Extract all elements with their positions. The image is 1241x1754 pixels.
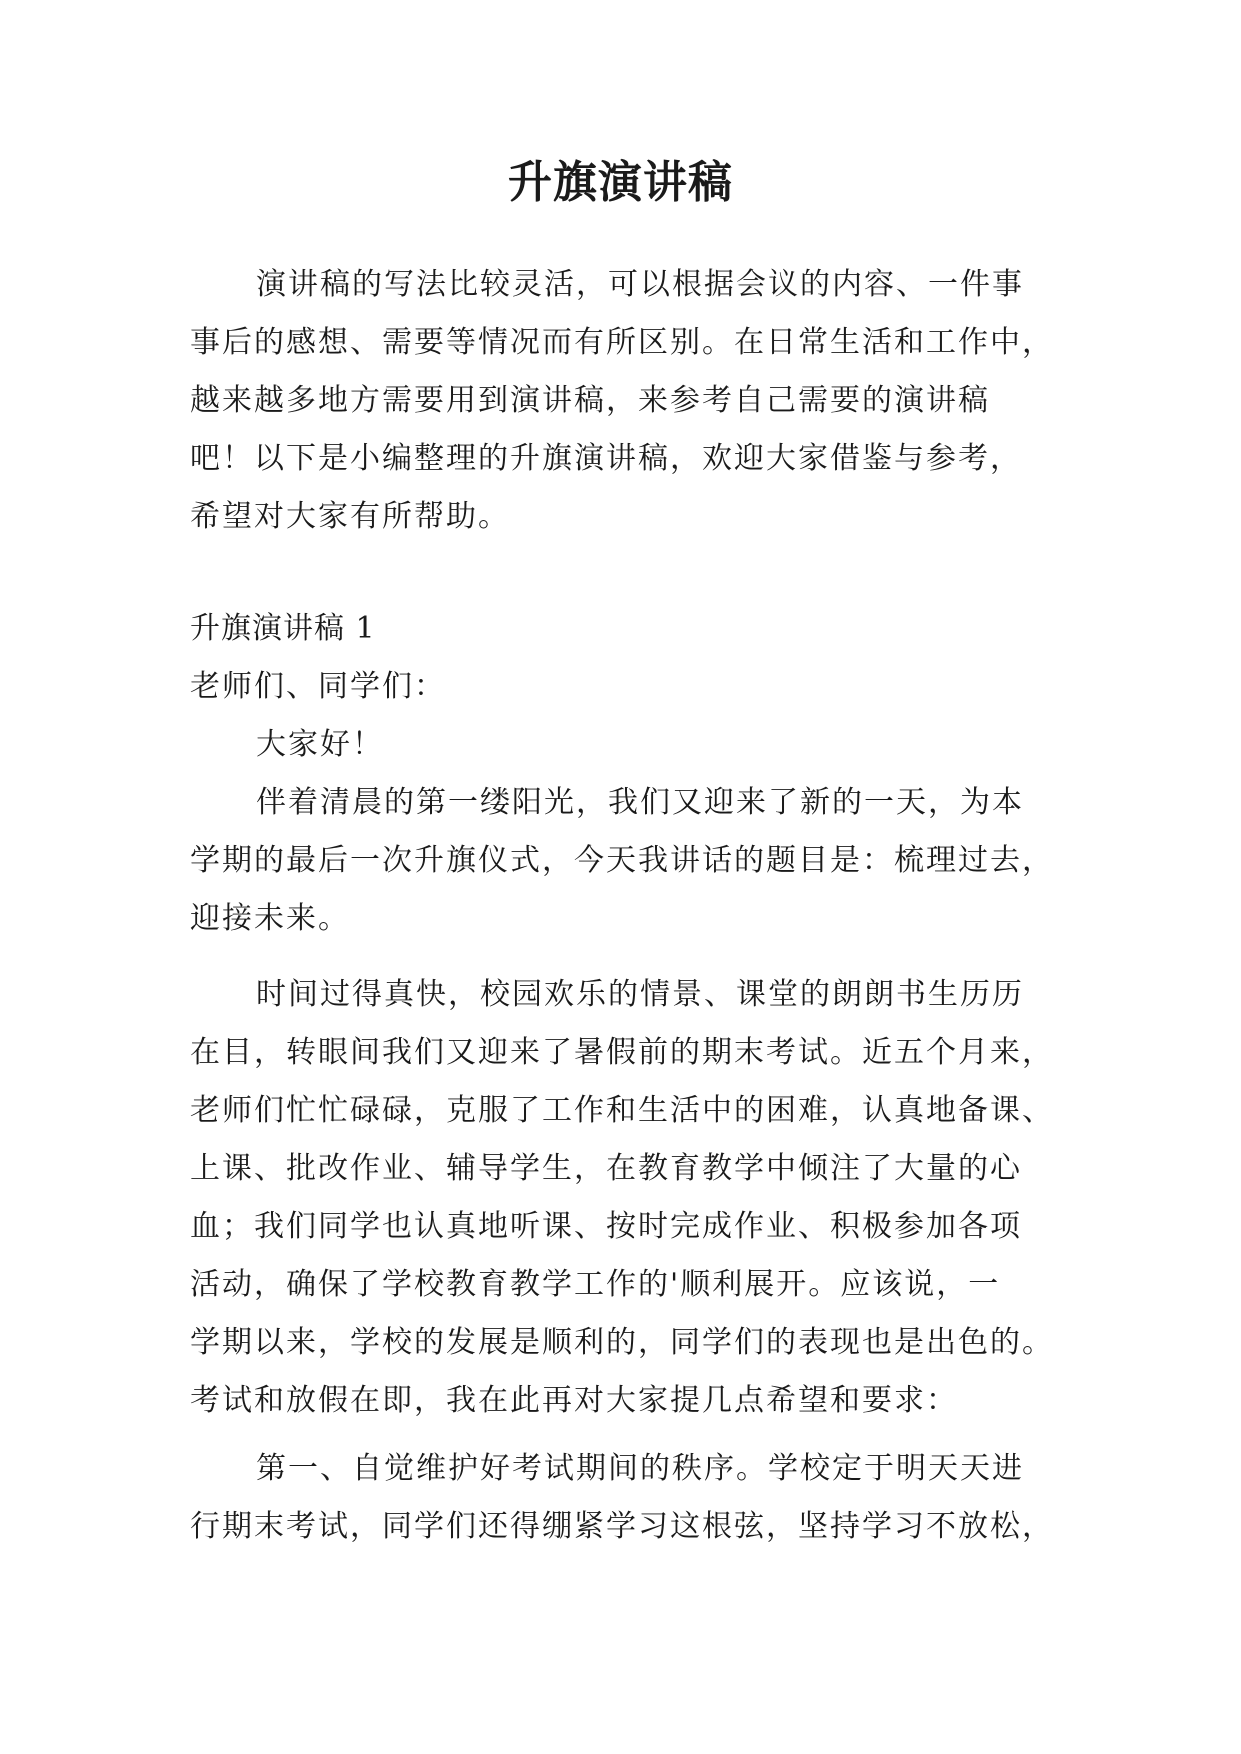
paragraph-line: 学期以来，学校的发展是顺利的，同学们的表现也是出色的。 <box>190 1325 1054 1360</box>
paragraph-line: 行期末考试，同学们还得绷紧学习这根弦，坚持学习不放松， <box>190 1509 1054 1544</box>
greeting: 大家好！ <box>256 727 384 762</box>
paragraph-line: 考试和放假在即，我在此再对大家提几点希望和要求： <box>190 1383 958 1418</box>
intro-line: 演讲稿的写法比较灵活，可以根据会议的内容、一件事 <box>256 267 1024 302</box>
salutation: 老师们、同学们： <box>190 669 446 704</box>
paragraph-line: 时间过得真快，校园欢乐的情景、课堂的朗朗书生历历 <box>256 977 1024 1012</box>
paragraph-line: 上课、批改作业、辅导学生，在教育教学中倾注了大量的心 <box>190 1151 1022 1186</box>
intro-line: 希望对大家有所帮助。 <box>190 499 510 534</box>
intro-line: 事后的感想、需要等情况而有所区别。在日常生活和工作中， <box>190 325 1054 360</box>
intro-line: 越来越多地方需要用到演讲稿，来参考自己需要的演讲稿 <box>190 383 990 418</box>
paragraph-line: 伴着清晨的第一缕阳光，我们又迎来了新的一天，为本 <box>256 785 1024 820</box>
document-title: 升旗演讲稿 <box>508 157 733 208</box>
paragraph-line: 老师们忙忙碌碌，克服了工作和生活中的困难，认真地备课、 <box>190 1093 1054 1128</box>
paragraph-line: 活动，确保了学校教育教学工作的'顺利展开。应该说，一 <box>190 1267 1001 1302</box>
paragraph-line: 血；我们同学也认真地听课、按时完成作业、积极参加各项 <box>190 1209 1022 1244</box>
section-heading: 升旗演讲稿 1 <box>190 611 376 646</box>
paragraph-line: 第一、自觉维护好考试期间的秩序。学校定于明天天进 <box>256 1451 1024 1486</box>
paragraph-line: 在目，转眼间我们又迎来了暑假前的期末考试。近五个月来， <box>190 1035 1054 1070</box>
intro-line: 吧！以下是小编整理的升旗演讲稿，欢迎大家借鉴与参考， <box>190 441 1022 476</box>
paragraph-line: 迎接未来。 <box>190 901 350 936</box>
paragraph-line: 学期的最后一次升旗仪式，今天我讲话的题目是：梳理过去， <box>190 843 1054 878</box>
